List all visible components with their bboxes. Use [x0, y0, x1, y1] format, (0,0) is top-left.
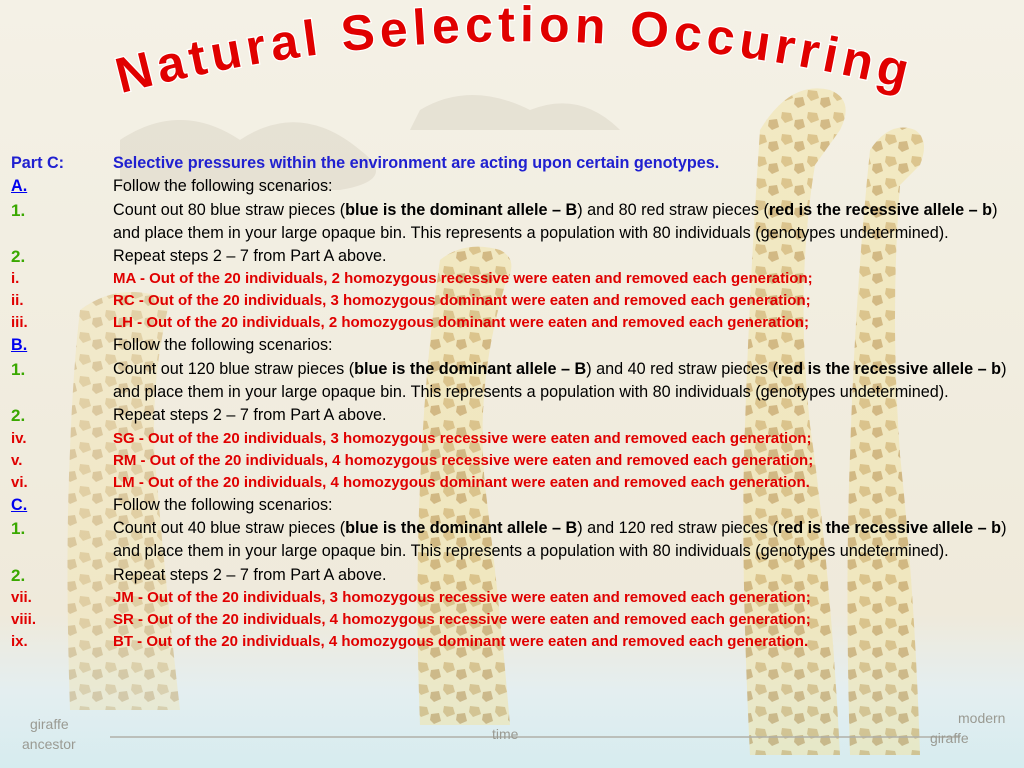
step-text-part: Count out 80 blue straw pieces (: [113, 200, 346, 219]
step-text-part: ) and place them in your large opaque bin. This represents a population with 80 individuals (genotypes undetermined).: [113, 359, 1007, 402]
step-text-part: Count out 40 blue straw pieces (: [113, 518, 346, 537]
watermark-modern-giraffe: giraffe: [930, 730, 969, 746]
scenario-text: LM - Out of the 20 individuals, 4 homozygous dominant were eaten and removed each generation.: [113, 473, 810, 491]
step-text-part: ) and place them in your large opaque bin. This represents a population with 80 individuals (genotypes undetermined).: [113, 200, 998, 242]
scenario-text: RM - Out of the 20 individuals, 4 homozygous recessive were eaten and removed each generation;: [113, 451, 814, 469]
scenario-row: [11, 428, 1011, 450]
scenario-text: MA - Out of the 20 individuals, 2 homozygous recessive were eaten and removed each generation;: [113, 270, 813, 288]
scenario-label: i.: [11, 270, 20, 288]
scenario-text: LH - Out of the 20 individuals, 2 homozygous dominant were eaten and removed each generation;: [113, 314, 809, 332]
step-number: 1.: [11, 200, 26, 220]
step-number: 2.: [11, 247, 26, 267]
scenario-label: vii.: [11, 588, 32, 606]
step-text: [113, 199, 1011, 246]
scenario-label: iv.: [11, 429, 27, 447]
section-a-step-1: [11, 199, 1011, 246]
step-text-part: Count out 120 blue straw pieces (: [113, 359, 355, 378]
scenario-text: SR - Out of the 20 individuals, 4 homozygous recessive were eaten and removed each generation;: [113, 610, 811, 628]
section-b-step-1: [11, 358, 1011, 405]
section-b-heading: [11, 334, 1011, 357]
step-number: 2.: [11, 565, 26, 585]
page-title-wordart: [0, 0, 1024, 160]
dominant-allele-text: blue is the dominant allele – B: [354, 359, 587, 378]
scenario-row: [11, 450, 1011, 472]
step-text: [113, 517, 1011, 564]
section-c-heading: [11, 494, 1011, 517]
page-title: Natural Selection Occurring: [109, 0, 920, 104]
recessive-allele-text: red is the recessive allele – b: [768, 200, 993, 219]
scenario-text: RC - Out of the 20 individuals, 3 homozygous dominant were eaten and removed each generation;: [113, 292, 811, 310]
scenario-row: [11, 312, 1011, 334]
step-text-part: ) and place them in your large opaque bin. This represents a population with 80 individuals (genotypes undetermined).: [113, 518, 1007, 561]
scenario-row: [11, 587, 1011, 609]
step-number: 1.: [11, 518, 26, 538]
svg-text:Natural Selection Occurring: [110, 0, 919, 104]
scenario-label: vi.: [11, 473, 28, 491]
section-c-intro: Follow the following scenarios:: [113, 495, 333, 514]
step-text: [113, 358, 1011, 405]
lab-instructions: [11, 152, 1011, 653]
section-c-step-1: [11, 517, 1011, 564]
section-b-step-2: [11, 404, 1011, 427]
scenario-row: [11, 290, 1011, 312]
watermark-ancestor: ancestor: [22, 736, 76, 752]
scenario-label: iii.: [11, 314, 28, 332]
scenario-label: ii.: [11, 292, 24, 310]
section-a-step-2: [11, 245, 1011, 268]
part-c-label: Part C:: [11, 154, 65, 172]
scenario-row: [11, 631, 1011, 653]
section-b-intro: Follow the following scenarios:: [113, 336, 333, 355]
section-c-label: C.: [11, 495, 28, 514]
step-text-part: ) and 80 red straw pieces (: [577, 200, 769, 219]
scenario-text: SG - Out of the 20 individuals, 3 homozygous recessive were eaten and removed each generation;: [113, 429, 812, 447]
section-a-heading: [11, 175, 1011, 198]
scenario-label: ix.: [11, 632, 28, 650]
step-text-part: ) and 40 red straw pieces (: [586, 359, 778, 378]
scenario-text: BT - Out of the 20 individuals, 4 homozygous dominant were eaten and removed each generation.: [113, 632, 809, 650]
section-c-step-2: [11, 564, 1011, 587]
step-text: Repeat steps 2 – 7 from Part A above.: [113, 565, 387, 584]
step-text: Repeat steps 2 – 7 from Part A above.: [113, 406, 387, 425]
step-number: 1.: [11, 359, 26, 379]
scenario-row: [11, 472, 1011, 494]
scenario-text: JM - Out of the 20 individuals, 3 homozygous recessive were eaten and removed each generation;: [113, 588, 811, 606]
step-text-part: ) and 120 red straw pieces (: [577, 518, 778, 537]
watermark-giraffe: giraffe: [30, 716, 69, 732]
recessive-allele-text: red is the recessive allele – b: [777, 359, 1002, 378]
scenario-label: viii.: [11, 610, 37, 628]
scenario-row: [11, 268, 1011, 290]
step-text: Repeat steps 2 – 7 from Part A above.: [113, 247, 387, 266]
scenario-row: [11, 609, 1011, 631]
watermark-modern: modern: [958, 710, 1006, 726]
section-a-label: A.: [11, 177, 28, 196]
recessive-allele-text: red is the recessive allele – b: [777, 518, 1002, 537]
section-b-label: B.: [11, 336, 28, 355]
section-a-intro: Follow the following scenarios:: [113, 177, 333, 196]
scenario-label: v.: [11, 451, 23, 469]
part-c-text: Selective pressures within the environment are acting upon certain genotypes.: [113, 154, 720, 172]
step-number: 2.: [11, 406, 26, 426]
dominant-allele-text: blue is the dominant allele – B: [345, 518, 578, 537]
dominant-allele-text: blue is the dominant allele – B: [345, 200, 578, 219]
watermark-time: time: [492, 726, 519, 742]
part-c-heading: [11, 152, 1011, 175]
